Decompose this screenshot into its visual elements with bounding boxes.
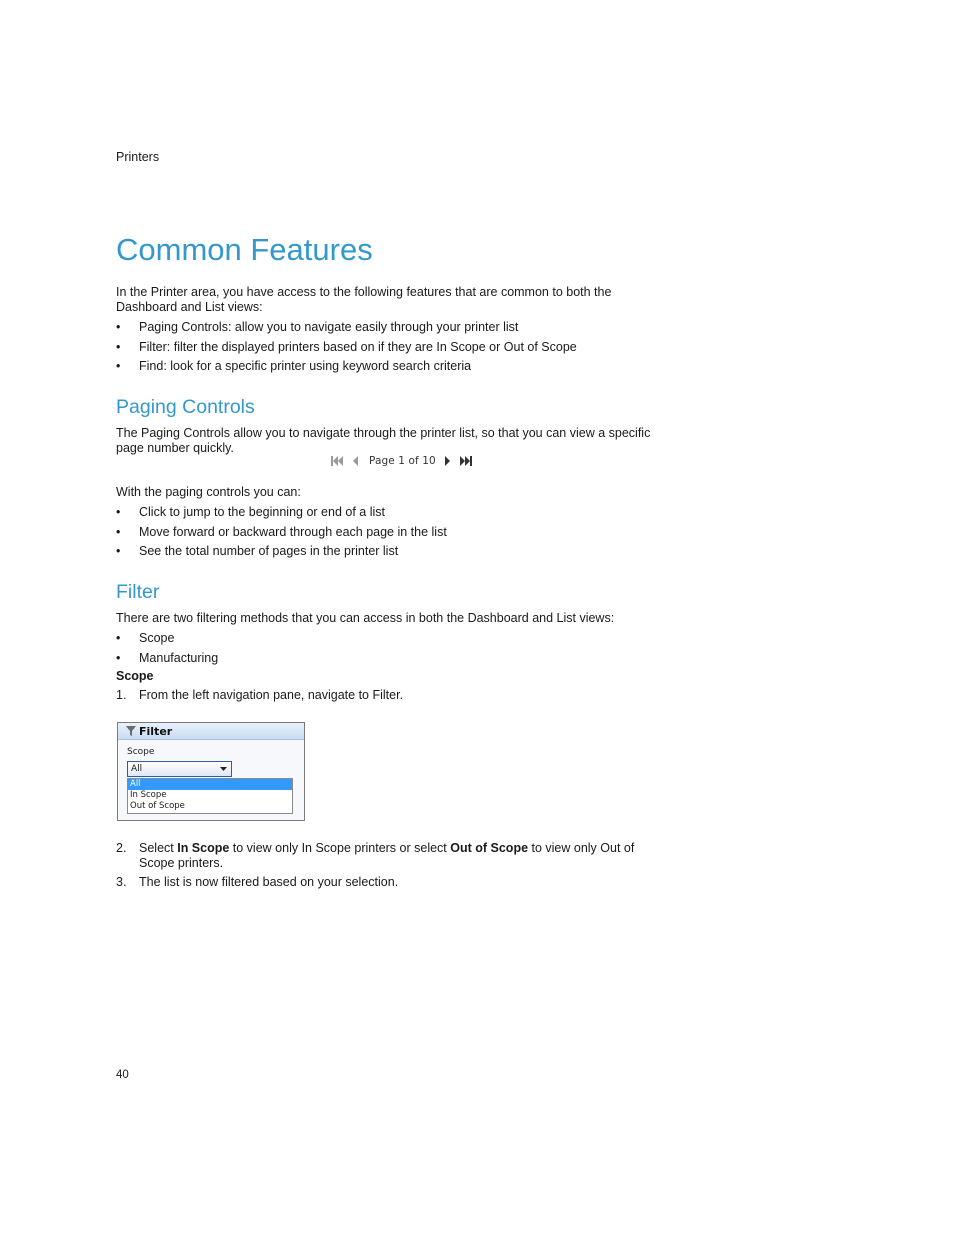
step-text: From the left navigation pane, navigate to Filter. [139, 688, 404, 702]
list-item [116, 359, 676, 374]
paging-control [331, 454, 478, 468]
step-text [139, 841, 659, 871]
first-page-button[interactable] [331, 455, 343, 467]
list-item-text: See the total number of pages in the printer list [139, 544, 399, 559]
scope-option-in-scope[interactable]: In Scope [130, 790, 167, 800]
page-title: Common Features [116, 232, 373, 267]
section-heading-paging: Paging Controls [116, 396, 255, 418]
scope-option-all[interactable]: All [128, 779, 292, 790]
bullet-mark: • [116, 631, 121, 645]
step-item [116, 841, 676, 871]
filter-paragraph: There are two filtering methods that you can access in both the Dashboard and List views: [116, 611, 615, 625]
bullet-mark: • [116, 359, 121, 374]
scope-subheading: Scope [116, 669, 154, 683]
bullet-mark: • [116, 505, 121, 519]
step-text: The list is now filtered based on your selection. [139, 875, 399, 889]
step-number: 1. [116, 688, 127, 702]
step-item [116, 688, 676, 703]
next-page-icon [444, 456, 451, 466]
intro-bullet-list [116, 320, 676, 379]
paging-paragraph: The Paging Controls allow you to navigate through the printer list, so that you can view a specific page number quickly. [116, 426, 651, 455]
step-text-mid: to view only In Scope printers or select [229, 841, 451, 855]
next-page-button[interactable] [442, 455, 454, 467]
step-text-pre: Select [139, 841, 178, 855]
filter-bullet-list [116, 631, 676, 670]
bullet-mark: • [116, 544, 121, 559]
dropdown-caret-icon [220, 767, 227, 771]
section-heading-filter: Filter [116, 581, 160, 603]
out-of-scope-term: Out of Scope [450, 841, 529, 855]
list-item [116, 631, 676, 646]
step-number: 2. [116, 841, 127, 855]
prev-page-icon [352, 456, 359, 466]
last-page-icon [460, 456, 472, 466]
in-scope-term: In Scope [177, 841, 230, 855]
running-header: Printers [116, 150, 160, 164]
first-page-icon [331, 456, 343, 466]
list-item [116, 544, 676, 559]
list-item-text: Scope [139, 631, 175, 645]
list-item [116, 320, 676, 335]
filter-panel-header [118, 723, 304, 740]
bullet-mark: • [116, 650, 121, 665]
bullet-mark: • [116, 320, 121, 334]
scope-field-label: Scope [127, 747, 155, 757]
scope-select[interactable] [127, 761, 232, 777]
list-item [116, 340, 676, 355]
step-item [116, 875, 676, 890]
list-item [116, 525, 676, 540]
list-item [116, 651, 676, 666]
bullet-mark: • [116, 524, 121, 539]
bullet-mark: • [116, 339, 121, 354]
step-list-1 [116, 688, 676, 707]
intro-paragraph: In the Printer area, you have access to the following features that are common to both the Dashboard and List views: [116, 285, 612, 314]
step-text-post: to view only Out of Scope printers. [139, 841, 635, 870]
step-number: 3. [116, 875, 127, 889]
scope-options-list [127, 778, 293, 814]
filter-panel-screenshot [117, 722, 305, 821]
list-item-text: Paging Controls: allow you to navigate easily through your printer list [139, 320, 519, 334]
list-item-text: Find: look for a specific printer using keyword search criteria [139, 359, 472, 374]
list-item-text: Filter: filter the displayed printers based on if they are In Scope or Out of Scope [139, 339, 577, 354]
list-item-text: Manufacturing [139, 650, 219, 665]
page-number: 40 [116, 1069, 129, 1081]
scope-select-value: All [131, 764, 143, 774]
list-item [116, 505, 676, 520]
paging-bullet-list [116, 505, 676, 564]
page-indicator: Page 1 of 10 [369, 455, 436, 467]
step-list-2 [116, 841, 676, 894]
filter-panel-title: Filter [139, 724, 173, 738]
list-item-text: Click to jump to the beginning or end of a list [139, 505, 385, 519]
last-page-button[interactable] [460, 455, 472, 467]
paging-subparagraph: With the paging controls you can: [116, 485, 301, 499]
prev-page-button[interactable] [349, 455, 361, 467]
funnel-icon [126, 726, 136, 736]
list-item-text: Move forward or backward through each page in the list [139, 524, 447, 539]
scope-option-out-of-scope[interactable]: Out of Scope [130, 801, 185, 811]
